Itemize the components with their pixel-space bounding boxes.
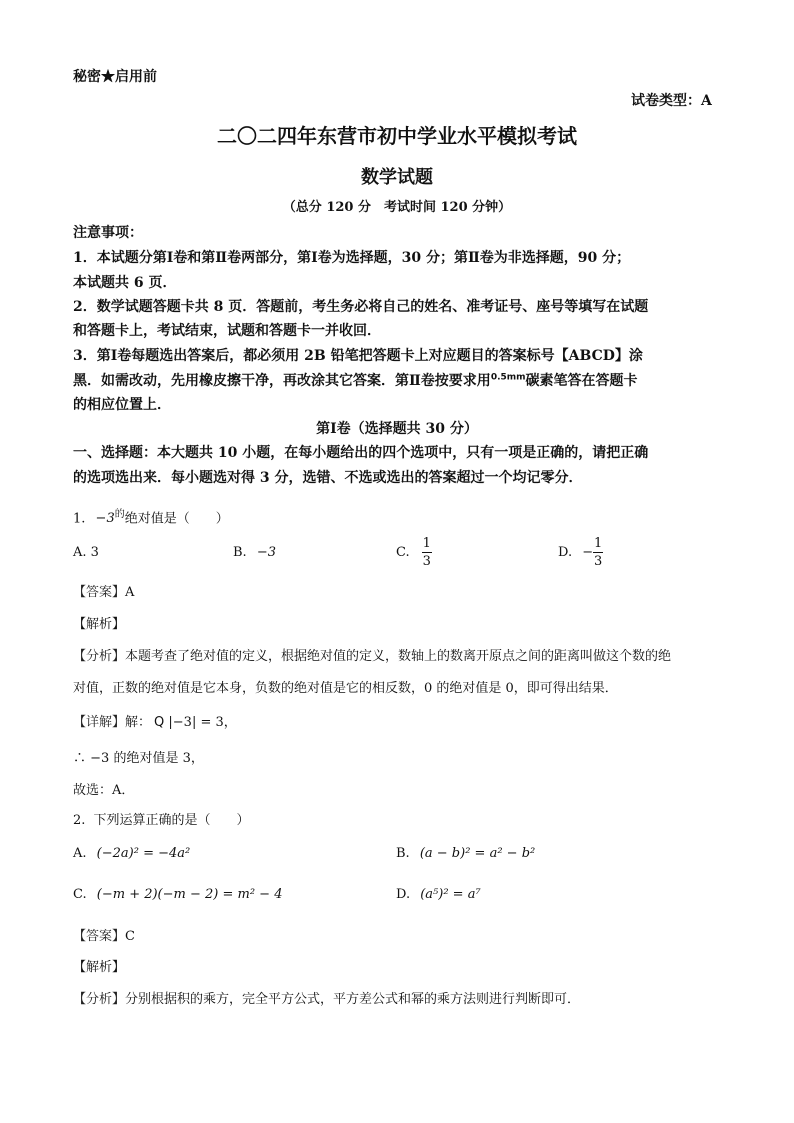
q1-answer-tag: 【答案】 <box>73 585 126 600</box>
q1-option-c-numerator: 1 <box>422 536 431 551</box>
q2-option-a <box>73 846 190 861</box>
q2-answer <box>73 925 135 944</box>
q1-de: 的 <box>114 509 125 520</box>
q2-option-c-label: C. <box>73 887 87 902</box>
q1-expr: −3 <box>95 511 115 527</box>
q1-stem <box>73 505 229 526</box>
subject-title: 数学试题 <box>361 167 433 188</box>
q2-option-b-label: B. <box>396 846 410 861</box>
q2-option-d-label: D. <box>396 887 411 902</box>
notice-item1-line2: 本试题共 6 页． <box>73 275 177 291</box>
q1-option-c-fraction <box>422 536 432 569</box>
notice-item2-line1: 2．数学试题答题卡共 8 页．答题前，考生务必将自己的姓名、准考证号、座号等填写在试题 <box>73 299 649 315</box>
paper-type: 试卷类型：A <box>631 93 712 109</box>
main-title: 二〇二四年东营市初中学业水平模拟考试 <box>217 124 577 148</box>
q1-stem-text: 绝对值是（ ） <box>124 511 229 527</box>
q1-therefore <box>73 747 204 766</box>
q1-choose: 故选：A． <box>73 783 135 798</box>
section1-intro-line2: 的选项选出来．每小题选对得 3 分，选错、不选或选出的答案超过一个均记零分． <box>73 470 583 486</box>
q1-detail-expr: |−3| = 3 <box>168 715 224 730</box>
q2-answer-value: C <box>125 929 135 944</box>
notice-mm-unit: 0.5mm <box>490 372 526 383</box>
q1-option-d-denominator: 3 <box>594 554 603 569</box>
q2-option-a-label: A. <box>73 846 87 861</box>
q1-option-b-value: −3 <box>256 545 276 560</box>
notice-item1-line1: 1．本试题分第Ⅰ卷和第Ⅱ卷两部分，第Ⅰ卷为选择题，30 分；第Ⅱ卷为非选择题，90 分； <box>73 250 631 266</box>
secret-label: 秘密★启用前 <box>73 69 157 85</box>
notice-item2-line2: 和答题卡上，考试结束，试题和答题卡一并收回． <box>73 323 381 339</box>
q2-stem-text: 下列运算正确的是（ ） <box>93 813 250 828</box>
notice-item3-line2-b: 碳素笔答在答题卡 <box>525 373 638 389</box>
notice-item3-line1: 3．第Ⅰ卷每题选出答案后，都必须用 2B 铅笔把答题卡上对应题目的答案标号【ABCD】涂 <box>73 348 643 364</box>
q1-analysis-tag: 【解析】 <box>73 617 126 632</box>
q1-option-c <box>396 536 432 569</box>
notice-item3-line3: 的相应位置上． <box>73 397 171 413</box>
q1-fenxi-text1: 本题考查了绝对值的定义，根据绝对值的定义，数轴上的数离开原点之间的距离叫做这个数的绝 <box>125 649 672 664</box>
q2-fenxi-text: 分别根据积的乘方，完全平方公式，平方差公式和幂的乘方法则进行判断即可． <box>125 992 581 1007</box>
q1-option-d-label: D. <box>558 545 573 560</box>
q1-detail-prefix: 解： <box>125 715 152 730</box>
q1-therefore-text: −3 的绝对值是 3， <box>90 751 204 766</box>
q1-fenxi-line1 <box>73 645 671 664</box>
score-time: （总分 120 分 考试时间 120 分钟） <box>282 200 512 215</box>
q2-answer-tag: 【答案】 <box>73 929 126 944</box>
q1-option-a: A. 3 <box>73 545 99 560</box>
q2-fenxi-tag: 【分析】 <box>73 992 126 1007</box>
q2-option-a-expr: (−2a)² = −4a² <box>96 846 191 861</box>
q2-option-b-expr: (a − b)² = a² − b² <box>419 846 536 861</box>
q2-analysis-tag: 【解析】 <box>73 960 126 975</box>
q1-number: 1. <box>73 511 86 527</box>
therefore-symbol: ∴ <box>73 751 87 766</box>
q1-detail-q: Q <box>154 715 165 730</box>
q1-fenxi-tag: 【分析】 <box>73 649 126 664</box>
q2-option-d <box>396 887 481 902</box>
q1-detail-comma: ， <box>223 715 237 730</box>
q1-option-c-denominator: 3 <box>422 554 431 569</box>
q1-answer <box>73 581 134 600</box>
q1-option-d <box>558 536 603 569</box>
q2-number: 2. <box>73 813 86 828</box>
q1-detail <box>73 711 237 730</box>
q2-option-c <box>73 887 282 902</box>
notice-heading: 注意事项： <box>73 225 143 241</box>
q2-stem <box>73 809 250 828</box>
q2-option-b <box>396 846 535 861</box>
notice-item3-line2 <box>73 370 638 390</box>
q2-option-c-expr: (−m + 2)(−m − 2) = m² − 4 <box>96 887 283 902</box>
q1-option-d-sign: − <box>582 545 594 560</box>
q2-fenxi <box>73 988 580 1007</box>
section1-intro-line1: 一、选择题：本大题共 10 小题，在每小题给出的四个选项中，只有一项是正确的，请把正确 <box>73 445 649 461</box>
notice-item3-line2-a: 黑．如需改动，先用橡皮擦干净，再改涂其它答案．第Ⅱ卷按要求用 <box>73 373 491 389</box>
q2-option-d-expr: (a⁵)² = a⁷ <box>420 887 481 902</box>
q1-detail-tag: 【详解】 <box>73 715 126 730</box>
q1-option-d-numerator: 1 <box>594 536 603 551</box>
q1-option-b-label: B. <box>233 545 247 560</box>
q1-option-d-fraction <box>593 536 603 569</box>
q1-option-c-label: C. <box>396 545 410 560</box>
q1-fenxi-line2: 对值，正数的绝对值是它本身，负数的绝对值是它的相反数，0 的绝对值是 0，即可得出结果． <box>73 681 618 696</box>
section1-title: 第Ⅰ卷（选择题共 30 分） <box>316 421 478 437</box>
q1-option-b <box>233 545 276 560</box>
q1-answer-value: A <box>125 585 135 600</box>
